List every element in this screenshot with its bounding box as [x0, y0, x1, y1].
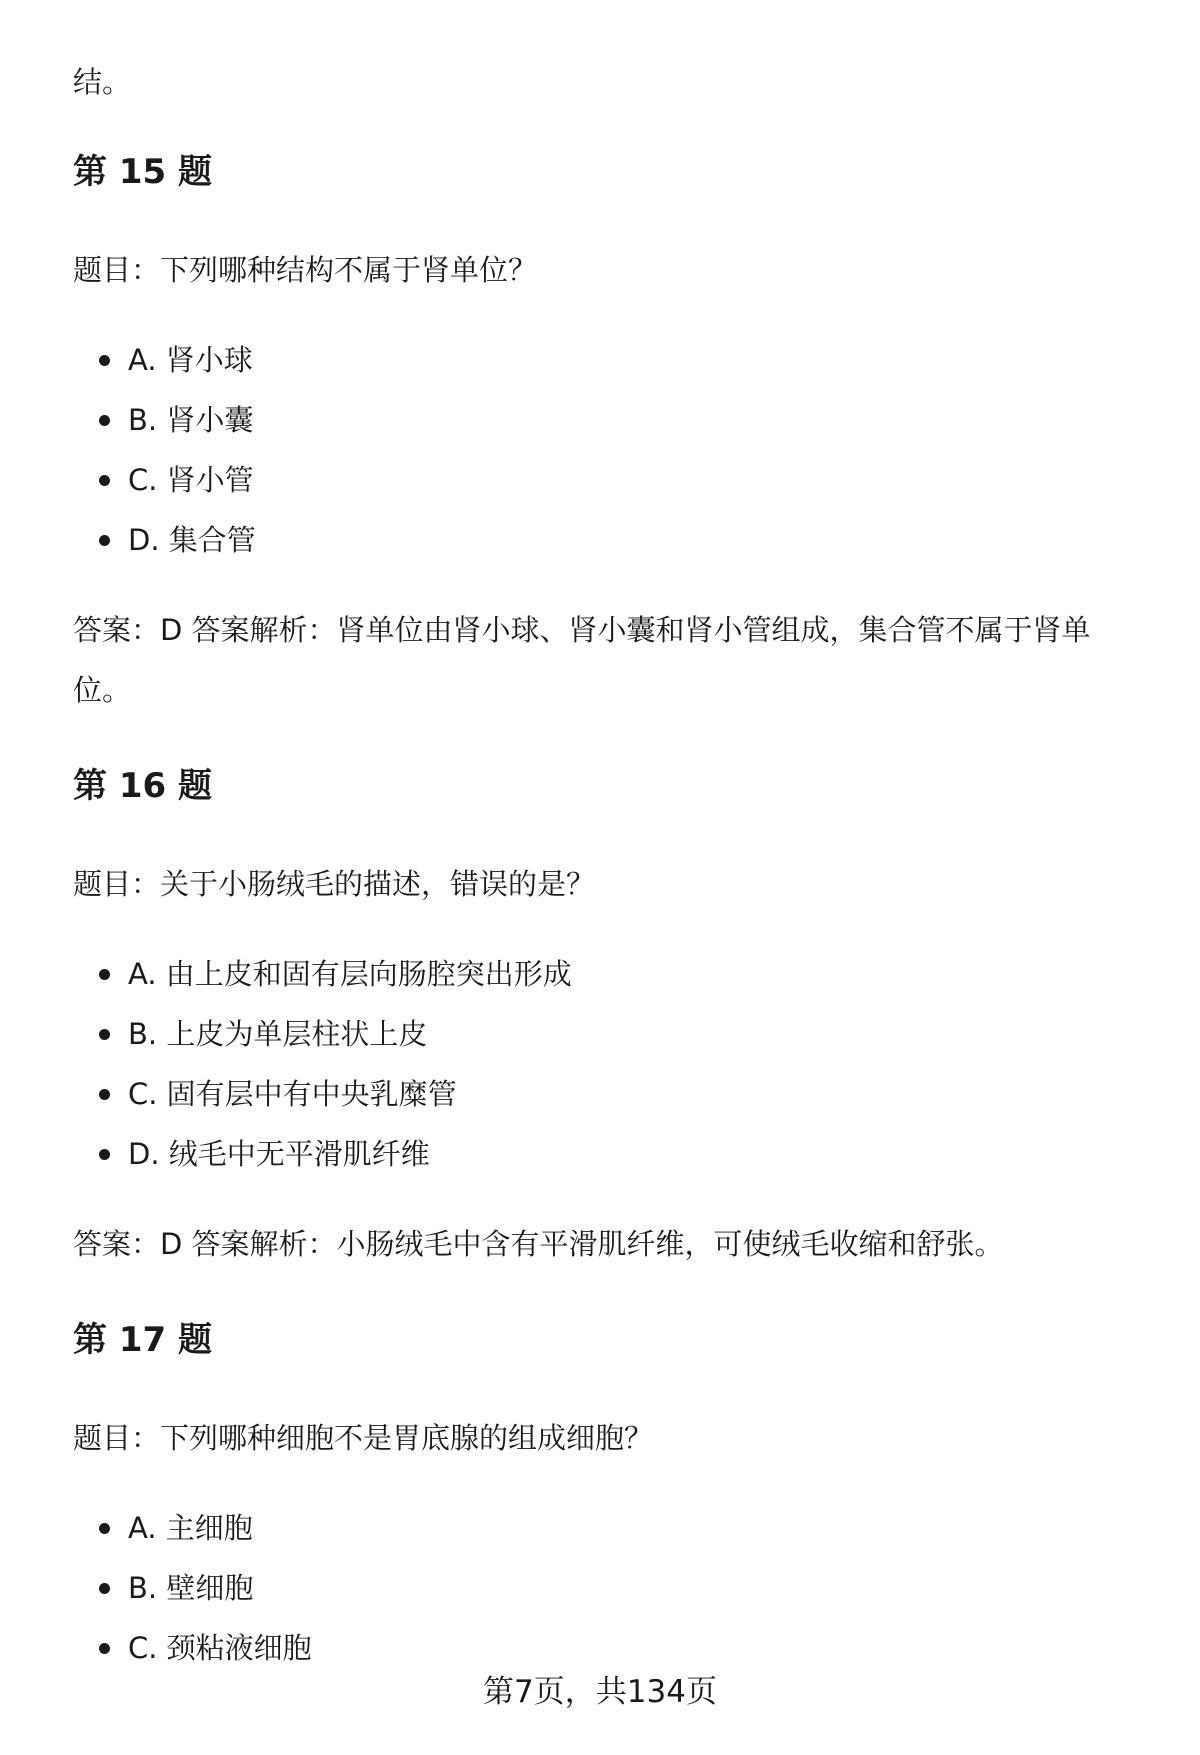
question-16 — [73, 756, 1133, 1274]
option-text: C. 固有层中有中央乳糜管 — [128, 1077, 457, 1111]
question-stem: 题目：下列哪种结构不属于肾单位？ — [73, 253, 538, 287]
option-text: A. 肾小球 — [128, 343, 253, 377]
option-item — [73, 1004, 1133, 1064]
option-text: C. 颈粘液细胞 — [128, 1631, 312, 1665]
continuation-text: 结。 — [73, 65, 132, 99]
option-list — [73, 1498, 1133, 1678]
bullet-icon — [99, 1149, 110, 1160]
option-item — [73, 944, 1133, 1004]
bullet-icon — [99, 415, 110, 426]
question-heading: 第 17 题 — [73, 1320, 212, 1360]
bullet-icon — [99, 1643, 110, 1654]
option-text: B. 上皮为单层柱状上皮 — [128, 1017, 428, 1051]
option-item — [73, 1124, 1133, 1184]
option-item — [73, 330, 1133, 390]
bullet-icon — [99, 355, 110, 366]
page-footer: 第7页，共134页 — [483, 1674, 717, 1710]
answer-text: 答案：D 答案解析：肾单位由肾小球、肾小囊和肾小管组成，集合管不属于肾单位。 — [73, 613, 1091, 707]
bullet-icon — [99, 535, 110, 546]
option-text: A. 主细胞 — [128, 1511, 253, 1545]
option-item — [73, 510, 1133, 570]
bullet-icon — [99, 475, 110, 486]
question-stem: 题目：关于小肠绒毛的描述，错误的是？ — [73, 867, 596, 901]
option-item — [73, 1498, 1133, 1558]
option-text: B. 肾小囊 — [128, 403, 254, 437]
option-text: C. 肾小管 — [128, 463, 254, 497]
option-text: D. 绒毛中无平滑肌纤维 — [128, 1137, 430, 1171]
question-heading: 第 16 题 — [73, 766, 212, 806]
option-item — [73, 390, 1133, 450]
question-15 — [73, 142, 1133, 720]
question-stem: 题目：下列哪种细胞不是胃底腺的组成细胞？ — [73, 1421, 654, 1455]
option-item — [73, 1558, 1133, 1618]
answer-text: 答案：D 答案解析：小肠绒毛中含有平滑肌纤维，可使绒毛收缩和舒张。 — [73, 1227, 1004, 1261]
bullet-icon — [99, 1029, 110, 1040]
option-item — [73, 450, 1133, 510]
option-list — [73, 944, 1133, 1184]
document-page — [73, 0, 1133, 1678]
option-text: A. 由上皮和固有层向肠腔突出形成 — [128, 957, 572, 991]
bullet-icon — [99, 1583, 110, 1594]
bullet-icon — [99, 1523, 110, 1534]
option-text: D. 集合管 — [128, 523, 256, 557]
bullet-icon — [99, 969, 110, 980]
bullet-icon — [99, 1089, 110, 1100]
option-text: B. 壁细胞 — [128, 1571, 254, 1605]
question-heading: 第 15 题 — [73, 152, 212, 192]
option-list — [73, 330, 1133, 570]
question-17 — [73, 1310, 1133, 1678]
option-item — [73, 1064, 1133, 1124]
option-item — [73, 1618, 1133, 1678]
